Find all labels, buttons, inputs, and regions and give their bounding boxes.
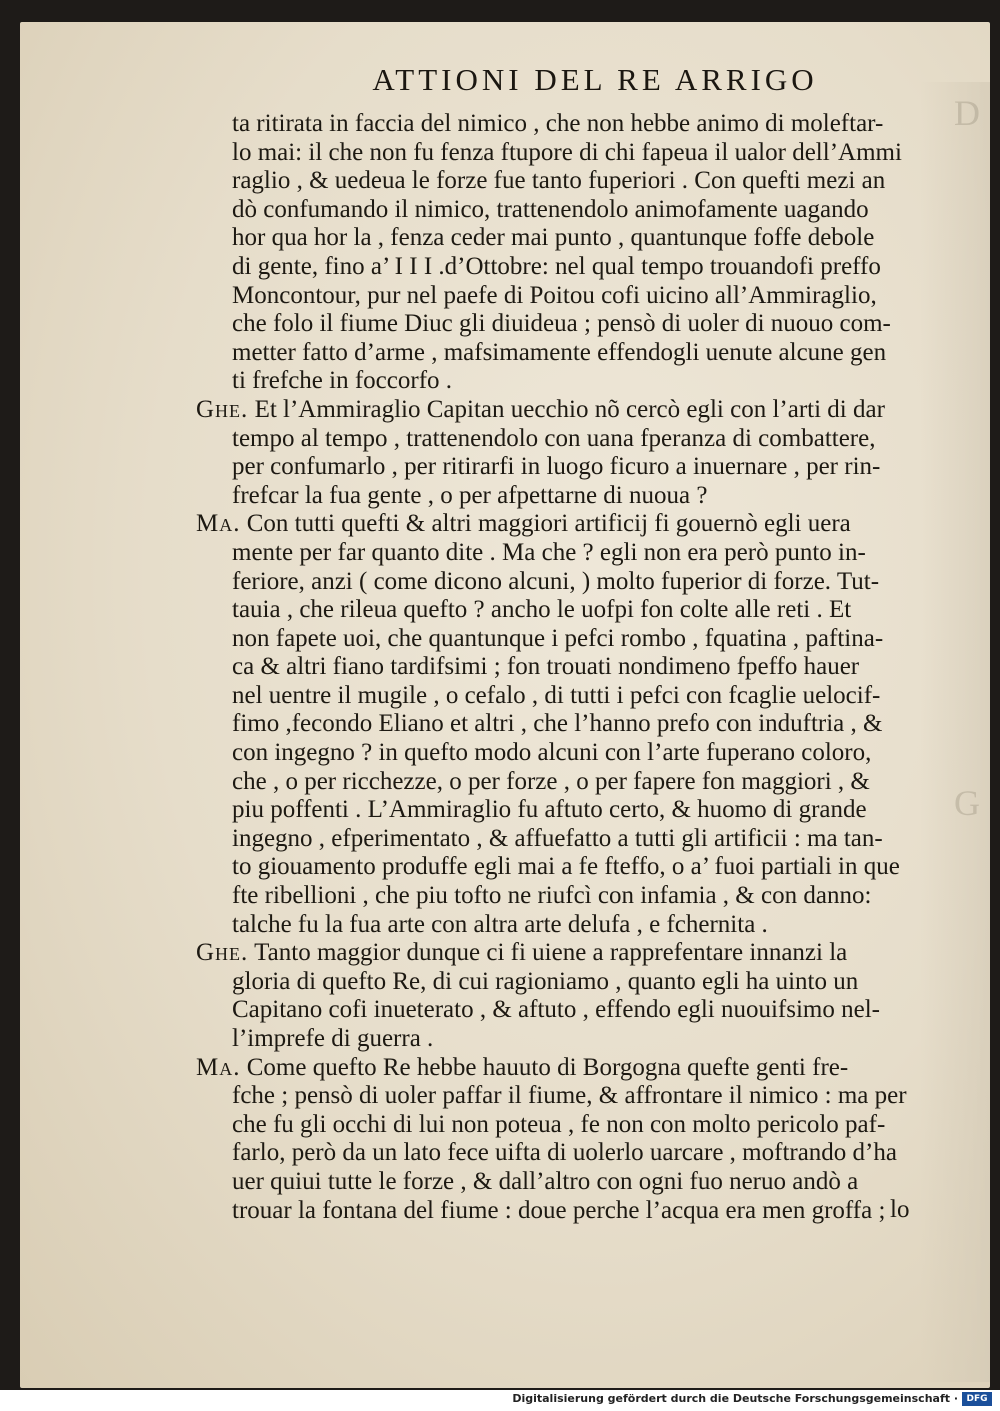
line-text: raglio , & uedeua le forze fue tanto fuperiori . Con quefti mezi an [232, 167, 886, 195]
line-text: ta ritirata in faccia del nimico , che non hebbe animo di moleftar- [232, 110, 884, 137]
text-line [232, 911, 936, 940]
line-text: Et l’Ammiraglio Capitan uecchio nõ cercò egli con l’arti di dar [254, 395, 885, 423]
text-line [232, 310, 936, 339]
line-text: fte ribellioni , che piu tofto ne riufcì con infamia , & con danno: [232, 882, 872, 910]
text-line [232, 1025, 936, 1054]
line-text: l’imprefe di guerra . [232, 1025, 434, 1052]
text-line [232, 882, 936, 911]
text-line [232, 453, 936, 482]
line-text: frefcar la fua gente , o per afpettarne di nuoua ? [232, 481, 708, 509]
text-line [232, 167, 936, 196]
text-line [232, 568, 936, 597]
line-text: talche fu la fua arte con altra arte delufa , e fchernita . [232, 910, 768, 938]
line-text: ca & altri fiano tardifsimi ; fon trouati nondimeno fpeffo hauer [232, 653, 860, 681]
dfg-logo: DFG [962, 1392, 992, 1406]
text-line [232, 968, 936, 997]
line-text: gloria di quefto Re, di cui ragioniamo , quanto egli ha uinto un [232, 967, 859, 995]
text-line [232, 653, 936, 682]
text-line [232, 625, 936, 654]
line-text: che fu gli occhi di lui non poteua , fe non con molto pericolo paf- [232, 1110, 886, 1138]
bleed-letter: D [954, 93, 980, 133]
line-text: ingegno , efperimentato , & affuefatto a tutti gli artificii : ma tan- [232, 824, 883, 852]
catchword: lo [890, 1196, 910, 1223]
line-text: che folo il fiume Diuc gli diuideua ; pensò di uoler di nuouo com- [232, 310, 891, 338]
running-header-text: ATTIONI DEL RE ARRIGO [372, 62, 818, 97]
line-text: nel uentre il mugile , o cefalo , di tutti i pefci con fcaglie uelocif- [232, 681, 881, 709]
funding-notice: Digitalisierung gefördert durch die Deutsche Forschungsgemeinschaft · [512, 1392, 958, 1405]
line-text: dò confumando il nimico, trattenendolo animofamente uagando [232, 195, 869, 223]
speaker-label: Ghe. [196, 395, 249, 423]
text-line [232, 768, 936, 797]
text-line [232, 1197, 936, 1226]
line-text: fche ; pensò di uoler paffar il fiume, & affrontare il nimico : ma per [232, 1082, 907, 1110]
text-line [232, 253, 936, 282]
text-line [232, 1168, 936, 1197]
speaker-label: Ghe. [196, 939, 249, 967]
text-line [232, 196, 936, 225]
text-line [196, 510, 936, 539]
line-text: piu poffenti . L’Ammiraglio fu aftuto certo, & huomo di grande [232, 796, 867, 824]
text-line [232, 596, 936, 625]
line-text: metter fatto d’arme , mafsimamente effendogli uenute alcune gen [232, 338, 887, 366]
text-line [232, 796, 936, 825]
text-line [232, 282, 936, 311]
text-line [232, 825, 936, 854]
speaker-label: Ma. [196, 510, 241, 538]
text-line [232, 853, 936, 882]
speaker-label: Ma. [196, 1053, 241, 1081]
line-text: Tanto maggior dunque ci fi uiene a rapprefentare innanzi la [254, 939, 848, 967]
running-header [0, 62, 1000, 98]
line-text: di gente, fino a’ I I I .d’Ottobre: nel qual tempo trouandofi preffo [232, 252, 881, 280]
text-line [232, 339, 936, 368]
text-line [232, 110, 936, 139]
line-text: uer quiui tutte le forze , & dall’altro con ogni fuo neruo andò a [232, 1167, 859, 1195]
line-text: Con tutti quefti & altri maggiori artificij fi gouernò egli uera [246, 510, 851, 538]
text-line [232, 1139, 936, 1168]
text-line [196, 1054, 936, 1083]
line-text: per confumarlo , per ritirarfi in luogo ficuro a inuernare , per rin- [232, 453, 881, 481]
line-text: fimo ,fecondo Eliano et altri , che l’hanno prefo con induftria , & [232, 710, 883, 738]
line-text: feriore, anzi ( come dicono alcuni, ) molto fuperior di forze. Tut- [232, 567, 880, 595]
line-text: ti frefche in foccorfo . [232, 367, 453, 395]
text-line [232, 682, 936, 711]
line-text: non fapete uoi, che quantunque i pefci rombo , fquatina , paftina- [232, 624, 884, 652]
text-line [232, 539, 936, 568]
text-line [232, 425, 936, 454]
text-line [232, 367, 936, 396]
line-text: con ingegno ? in quefto modo alcuni con l’arte fuperano coloro, [232, 739, 872, 767]
line-text: trouar la fontana del fiume : doue perche l’acqua era men groffa ; [232, 1196, 886, 1224]
text-line [232, 739, 936, 768]
body-text [196, 110, 936, 1225]
bleed-letter: G [954, 783, 980, 823]
text-line [232, 1111, 936, 1140]
text-line [232, 139, 936, 168]
line-text: mente per far quanto dite . Ma che ? egli non era però punto in- [232, 538, 866, 566]
line-text: che , o per ricchezze, o per forze , o per fapere fon maggiori , & [232, 767, 870, 795]
text-line [232, 224, 936, 253]
line-text: to giouamento produffe egli mai a fe fteffo, o a’ fuoi partiali in que [232, 853, 900, 881]
line-text: hor qua hor la , fenza ceder mai punto , quantunque foffe debole [232, 224, 875, 252]
line-text: Capitano cofi inueterato , & aftuto , effendo egli nuouifsimo nel- [232, 996, 880, 1024]
text-line [232, 710, 936, 739]
text-line [232, 996, 936, 1025]
line-text: farlo, però da un lato fece uifta di uolerlo uarcare , moftrando d’ha [232, 1139, 897, 1167]
line-text: lo mai: il che non fu fenza ftupore di chi fapeua il ualor dell’Ammi [232, 138, 902, 166]
line-text: tempo al tempo , trattenendolo con uana fperanza di combattere, [232, 424, 876, 452]
text-line [232, 482, 936, 511]
line-text: Come quefto Re hebbe hauuto di Borgogna quefte genti fre- [246, 1053, 849, 1081]
text-line [196, 396, 936, 425]
text-line [232, 1082, 936, 1111]
line-text: tauia , che rileua quefto ? ancho le uofpi fon colte alle reti . Et [232, 596, 852, 624]
line-text: Moncontour, pur nel paefe di Poitou cofi uicino all’Ammiraglio, [232, 281, 877, 309]
text-line [196, 939, 936, 968]
